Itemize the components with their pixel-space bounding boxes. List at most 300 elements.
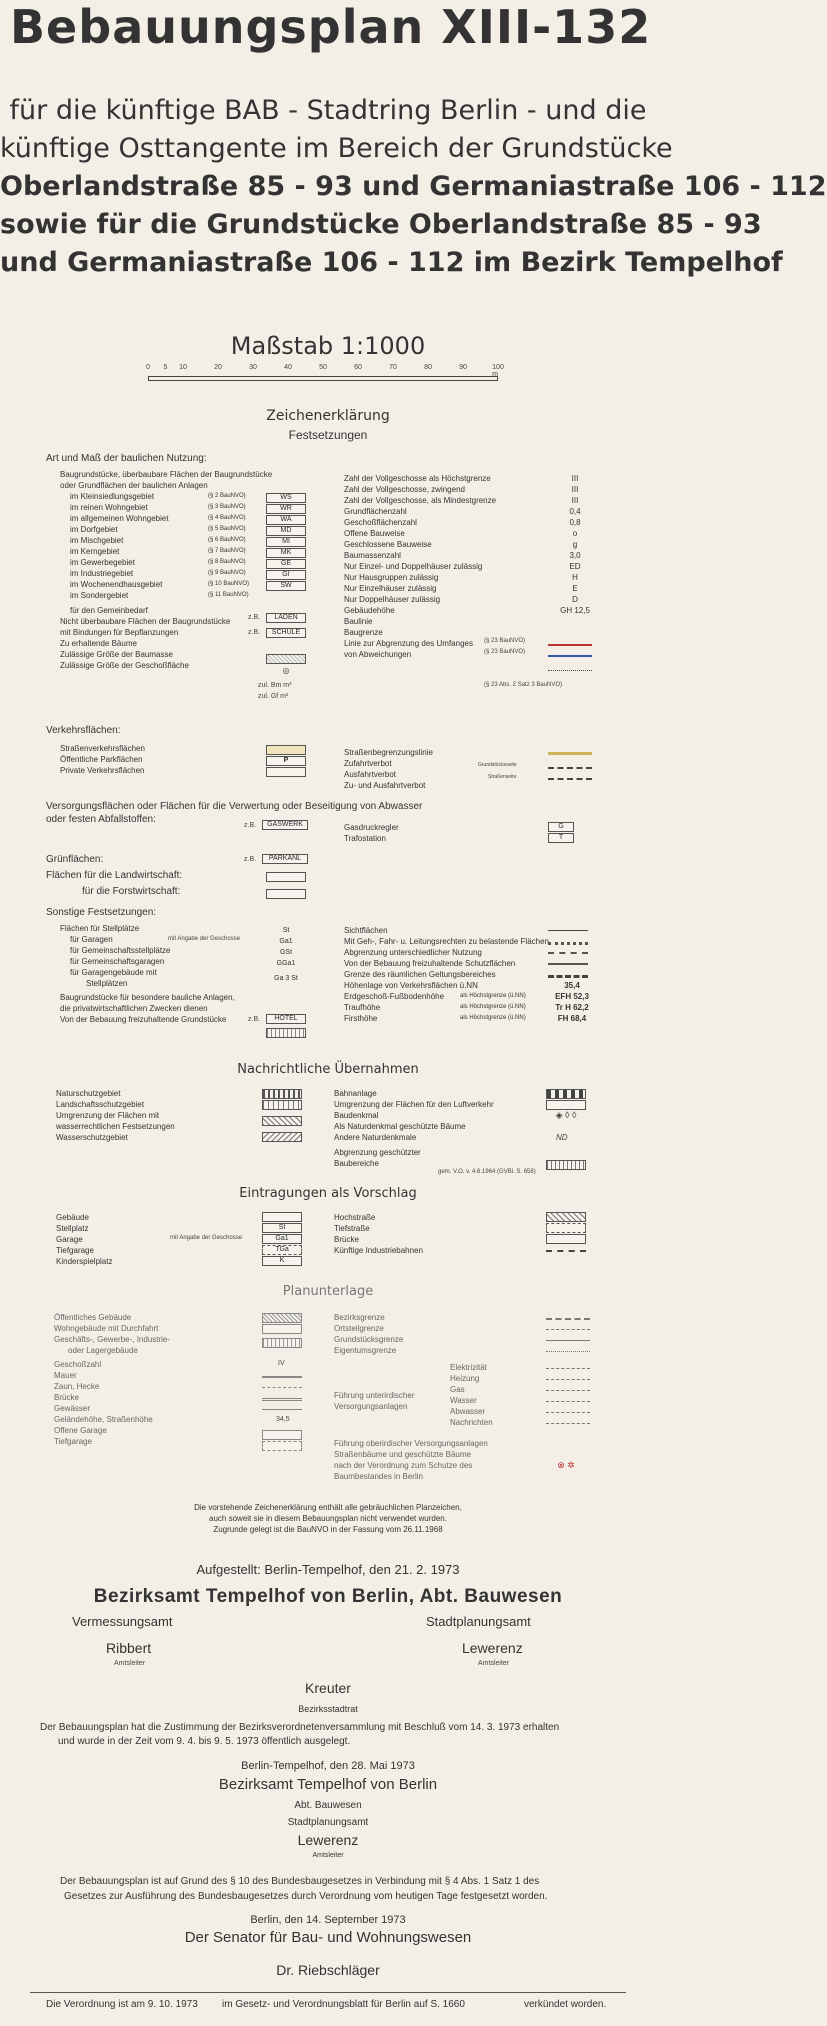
nutzung-row: für den Gemeinbedarf (70, 606, 148, 615)
plan-row: oder Lagergebäude (68, 1346, 138, 1355)
baugrenze-ref: (§ 23 BauNVO) (484, 649, 526, 655)
eintr-right-row: Tiefstraße (334, 1224, 370, 1233)
nachr-right-row: Baudenkmal (334, 1111, 379, 1120)
senator-heading: Der Senator für Bau- und Wohnungswesen (184, 1929, 472, 1946)
amtsleiter-label: Amtsleiter (114, 1660, 146, 1667)
stadtplanungsamt-label-2: Stadtplanungsamt (287, 1817, 369, 1828)
gebaeude-swatch (262, 1212, 302, 1222)
nutzung-row: Nicht überbaubare Flächen der Baugrundstücke (60, 617, 231, 626)
traufhoehe-value: Tr H 62,2 (555, 1003, 589, 1012)
verkehr-right-row: Zufahrtverbot (344, 759, 392, 768)
hoehenlage-value: 35,4 (564, 981, 580, 990)
strassenbaeume-label: Straßenbäume und geschützte Bäume (334, 1450, 471, 1459)
sonstige-row: Flächen für Stellplätze (60, 924, 140, 933)
berlin-date-line: Berlin-Tempelhof, den 28. Mai 1973 (241, 1760, 415, 1772)
leitung-label: Elektrizität (450, 1363, 487, 1372)
luftverkehr-swatch (546, 1100, 586, 1110)
footer-rule (30, 1992, 626, 1993)
vermessungsamt-label: Vermessungsamt (72, 1614, 173, 1629)
wasser-line (546, 1401, 590, 1402)
mass-row: Baumassenzahl (344, 551, 401, 560)
verkehr-row: Straßenverkehrsflächen (60, 744, 145, 753)
garage-code: Ga1 (279, 938, 293, 945)
hoechst-label: als Höchstgrenze (ü.NN) (460, 1004, 526, 1010)
code-box: MK (266, 548, 306, 558)
stellplatz-box: St (262, 1223, 302, 1233)
scale-tick-label: 0 (146, 364, 150, 371)
eintr-right-row: Hochstraße (334, 1213, 376, 1222)
code-box: GI (266, 570, 306, 580)
code-box: WR (266, 504, 306, 514)
sonstige-right-row: Von der Bebauung freizuhaltende Schutzflächen (344, 959, 516, 968)
wasserschutz-swatch (262, 1132, 302, 1142)
leitung-label: Gas (450, 1385, 465, 1394)
subtitle-line: sowie für die Grundstücke Oberlandstraße 85 - 93 (0, 209, 762, 240)
verkehr-right-row: Zu- und Ausfahrtverbot (344, 781, 426, 790)
festgesetzt-line-1: Der Bebauungsplan ist auf Grund des § 10 des Bundesbaugesetzes in Verbindung mit § 4 Abs. 1 Satz 1 des (60, 1876, 540, 1887)
nutzung-row: im Industriegebiet (70, 569, 134, 578)
gga-code: GGa1 (276, 960, 296, 967)
nachr-right (334, 1088, 544, 1169)
zul-gf: zul. Gf m² (258, 693, 289, 700)
begrenzungslinie-line (548, 752, 592, 755)
leitung-label: Heizung (450, 1374, 480, 1383)
geschoss-symbol: III (571, 474, 579, 483)
mass-row: Nur Hausgruppen zulässig (344, 573, 439, 582)
scale-tick-label: 5 (163, 364, 168, 371)
zul-bm: zul. Bm m³ (258, 682, 292, 689)
note-line: auch soweit sie in diesem Bebauungsplan nicht verwendet wurden. (209, 1514, 447, 1523)
firsthoehe-value: FH 68,4 (557, 1014, 587, 1023)
amtsleiter-label-2: Amtsleiter (312, 1852, 344, 1859)
oberirdisch-block (334, 1438, 488, 1482)
eintr-right (334, 1212, 514, 1256)
mass-block (344, 473, 554, 660)
abgrenzung-line (548, 670, 592, 671)
baunvo-ref: (§ 4 BauNVO) (208, 515, 246, 521)
baubereiche-swatch (546, 1160, 586, 1170)
ribbert-signature: Ribbert (106, 1640, 152, 1656)
auslegung-line: und wurde in der Zeit vom 9. 4. bis 9. 5. 1973 öffentlich ausgelegt. (58, 1736, 351, 1747)
verordnung-blatt: im Gesetz- und Verordnungsblatt für Berlin auf S. 1660 (222, 1999, 465, 2010)
sonstige-right-row: Traufhöhe (344, 1003, 381, 1012)
nachrichtliche-heading: Nachrichtliche Übernahmen (237, 1062, 419, 1077)
geschosszahl-value: IV (278, 1360, 285, 1367)
scale-tick-label: 90 (459, 364, 467, 371)
trafostation-icon: T (548, 833, 574, 843)
parkflaeche-swatch: P (266, 756, 306, 766)
hoehen-values (546, 980, 598, 1024)
gelaendehoehe-value: 34,5 (276, 1416, 290, 1423)
abwasser-line (546, 1412, 590, 1413)
bruecke-line (262, 1398, 302, 1401)
sonstige-right-row: Grenze des räumlichen Geltungsbereiches (344, 970, 496, 979)
gas-line (546, 1390, 590, 1391)
versorgungsanlagen-label: Versorgungsanlagen (334, 1402, 408, 1411)
nutzung-row: im Kerngebiet (70, 547, 120, 556)
plan-right (334, 1312, 484, 1356)
berlin-sept-line: Berlin, den 14. September 1973 (250, 1914, 406, 1926)
sonstige-row: Baugrundstücke für besondere bauliche Anlagen, (60, 993, 235, 1002)
zb-label: z.B. (248, 1016, 261, 1023)
trafostation-label: Trafostation (344, 834, 386, 843)
landwirtschaft-swatch (266, 872, 306, 882)
festgesetzt-line-2: Gesetzes zur Ausführung des Bundesbaugesetzes durch Verordnung vom heutigen Tage festgesetzt worden. (64, 1891, 548, 1902)
plan-row: Brücke (54, 1393, 79, 1402)
verkehr-right-row: Straßenbegrenzungslinie (344, 748, 433, 757)
baunvo-ref: (§ 10 BauNVO) (208, 581, 250, 587)
bepflanzung-pattern (266, 654, 306, 664)
verkehr-row: Öffentliche Parkflächen (60, 755, 143, 764)
gebaeudehoehe-symbol: GH 12,5 (560, 606, 590, 615)
nachr-right-row: Als Naturdenkmal geschützte Bäume (334, 1122, 466, 1131)
code-box: GE (266, 559, 306, 569)
freizuhalten-pattern (266, 1028, 306, 1038)
offene-bauweise-symbol: o (572, 529, 578, 538)
scale-tick-label: 10 (179, 364, 187, 371)
lewerenz-signature: Lewerenz (462, 1640, 523, 1656)
plan-row: Mauer (54, 1371, 77, 1380)
abweichung-ref: (§ 23 Abs. 2 Satz 3 BauNVO) (484, 682, 563, 688)
baunvo-ref: (§ 5 BauNVO) (208, 526, 246, 532)
scale-bar-line (148, 376, 498, 381)
mass-row: Gebäudehöhe (344, 606, 395, 615)
plan-row: Offene Garage (54, 1426, 107, 1435)
gruen-heading: Grünflächen: (46, 854, 104, 865)
tiefgarage-box: TGa (262, 1245, 302, 1255)
landschaftsschutz-swatch (262, 1100, 302, 1110)
nutzung-row: Zulässige Größe der Baumasse (60, 650, 173, 659)
eintr-right-row: Brücke (334, 1235, 359, 1244)
zufahrtverbot-line (548, 767, 592, 769)
plan-block (54, 1312, 234, 1447)
baudenkmal-icon: ◈ ◊ ◊ (555, 1110, 577, 1120)
legend-note (0, 1502, 656, 1535)
oeffentliches-gebaeude-swatch (262, 1313, 302, 1323)
plan-subtitle (0, 92, 827, 282)
parkanl-box: PARKANL (262, 854, 308, 864)
stellplatz-code: St (282, 927, 290, 934)
baunvo-ref: (§ 7 BauNVO) (208, 548, 246, 554)
sonstige-right (344, 925, 564, 1024)
zb-label: z.B. (248, 614, 261, 621)
scale-tick-label: 30 (249, 364, 257, 371)
sonstige-right-row: Höhenlage von Verkehrsflächen ü.NN (344, 981, 478, 990)
bezirksstadtrat-label: Bezirksstadtrat (298, 1704, 358, 1714)
sonstige-codes (268, 925, 304, 984)
mass-row: Geschoßflächenzahl (344, 518, 417, 527)
nachr-right-row: Bahnanlage (334, 1089, 377, 1098)
grz-symbol: 0,4 (569, 507, 581, 516)
verkehr-right-row: Ausfahrtverbot (344, 770, 397, 779)
nutzung-row: im Kleinsiedlungsgebiet (70, 492, 155, 501)
nachr-row: Wasserschutzgebiet (56, 1133, 128, 1142)
sonstige-right-row: Firsthöhe (344, 1014, 378, 1023)
festsetzungen-heading: Festsetzungen (288, 428, 368, 442)
tiefgarage-swatch (262, 1441, 302, 1451)
triangle-icon: ED (569, 562, 581, 571)
abgrenzung-nutzung-symbol (548, 952, 588, 954)
hoechst-label: als Höchstgrenze (ü.NN) (460, 993, 526, 999)
scale-tick-label: 100 m (492, 364, 504, 378)
hotel-box: HOTEL (266, 1014, 306, 1024)
nutzung-row: im reinen Wohngebiet (70, 503, 148, 512)
garage-box: Ga1 (262, 1234, 302, 1244)
nachr-right-row: Umgrenzung der Flächen für den Luftverkehr (334, 1100, 494, 1109)
plan-row: Wohngebäude mit Durchfahrt (54, 1324, 159, 1333)
wohngebaeude-swatch (262, 1324, 302, 1334)
mass-row: Zahl der Vollgeschosse, als Mindestgrenze (344, 496, 497, 505)
gfz-symbol: 0,8 (569, 518, 581, 527)
sonstige-right-row: Mit Geh-, Fahr- u. Leitungsrechten zu belastende Flächen (344, 937, 549, 946)
bezirksgrenze-line (546, 1318, 590, 1320)
nutzung-row: im Dorfgebiet (70, 525, 118, 534)
nutzung-row: im Mischgebiet (70, 536, 124, 545)
zb-label: z.B. (248, 629, 261, 636)
hoechst-labels (460, 991, 526, 1024)
fuehrung-label: Führung unterirdischer (334, 1391, 415, 1400)
leitungsrecht-symbol (548, 942, 588, 945)
note-line: Zugrunde gelegt ist die BauNVO in der Fassung vom 26.11.1968 (213, 1525, 443, 1534)
industriebahn-line (546, 1250, 586, 1252)
mass-symbols (555, 473, 595, 616)
baunvo-ref: (§ 2 BauNVO) (208, 493, 246, 499)
art-mass-heading: Art und Maß der baulichen Nutzung: (46, 453, 207, 464)
nachr-row: Naturschutzgebiet (56, 1089, 121, 1098)
lewerenz-signature-2: Lewerenz (297, 1832, 359, 1848)
forstwirtschaft-swatch (266, 889, 306, 899)
nachr-row: wasserrechtlichen Festsetzungen (56, 1122, 175, 1131)
code-box: WA (266, 515, 306, 525)
nachr-block (56, 1088, 246, 1143)
sonstige-row: für Garagengebäude mit (70, 968, 157, 977)
sichtflaechen-symbol (548, 930, 588, 931)
sonstige-row: Stellplätzen (86, 979, 128, 988)
zaun-line (262, 1387, 302, 1388)
hoechst-label: als Höchstgrenze (ü.NN) (460, 1015, 526, 1021)
plan-row: Gewässer (54, 1404, 91, 1413)
plan-row: Zaun, Hecke (54, 1382, 100, 1391)
bruecke-swatch (546, 1234, 586, 1244)
code-box: MI (266, 537, 306, 547)
amtsleiter-label: Amtsleiter (478, 1660, 510, 1667)
plan-right-row: Bezirksgrenze (334, 1313, 385, 1322)
naturschutz-swatch (262, 1089, 302, 1099)
eintr-row: Kinderspielplatz (56, 1257, 113, 1266)
baulinie-ref: (§ 23 BauNVO) (484, 638, 526, 644)
mass-row: Offene Bauweise (344, 529, 405, 538)
scale-tick-label: 20 (214, 364, 222, 371)
oberirdisch-label: Führung oberirdischer Versorgungsanlagen (334, 1439, 488, 1448)
verordnung-date: Die Verordnung ist am 9. 10. 1973 (46, 1999, 198, 2010)
scale-tick-label: 40 (284, 364, 292, 371)
eintr-row: Stellplatz (56, 1224, 89, 1233)
naturdenkmal-label: ND (556, 1133, 568, 1142)
ortsteilgrenze-line (546, 1329, 590, 1330)
versorgung-heading-2: oder festen Abfallstoffen: (46, 814, 156, 825)
baugrenze-line (548, 655, 592, 657)
abt-bauwesen-label: Abt. Bauwesen (294, 1800, 362, 1811)
geschlossene-bauweise-symbol: g (572, 540, 578, 549)
private-verkehr-swatch (266, 767, 306, 777)
plan-row: Tiefgarage (54, 1437, 92, 1446)
gewerbegebaeude-swatch (262, 1338, 302, 1348)
verkehr-block (46, 724, 286, 776)
page-title: Bebauungsplan XIII-132 (10, 0, 652, 54)
baunvo-ref: (§ 8 BauNVO) (208, 559, 246, 565)
scale-tick-label: 60 (354, 364, 362, 371)
strassenbaeume-label: Baumbestandes in Berlin (334, 1472, 423, 1481)
eintr-row: Tiefgarage (56, 1246, 94, 1255)
sonstige-row: für Garagen (70, 935, 113, 944)
zb-label: z.B. (244, 856, 257, 863)
stadtplanungsamt-label: Stadtplanungsamt (426, 1614, 531, 1629)
fuehrung-block (334, 1390, 414, 1412)
sonstige-row: für Gemeinschaftsgaragen (70, 957, 165, 966)
code-box: SCHULE (266, 628, 306, 638)
baum-icon: ⊗ ✲ (557, 1460, 575, 1470)
sonstige-row: die privatwirtschaftlichen Zwecken dienen (60, 1004, 208, 1013)
forstwirtschaft-heading: für die Forstwirtschaft: (82, 886, 181, 897)
zb-label: z.B. (244, 822, 257, 829)
sonstige-right-row: Abgrenzung unterschiedlicher Nutzung (344, 948, 482, 957)
geschoss-symbol: III (571, 496, 579, 505)
subtitle-line: für die künftige BAB - Stadtring Berlin - und die (9, 95, 647, 126)
scale-title: Maßstab 1:1000 (230, 332, 426, 360)
baunvo-ref: (§ 9 BauNVO) (208, 570, 246, 576)
eigentumsgrenze-line (546, 1351, 590, 1352)
nutzung-row: oder Grundflächen der baulichen Anlagen (60, 481, 208, 490)
plan-right-row: Ortsteilgrenze (334, 1324, 384, 1333)
schutzflaechen-symbol (548, 963, 588, 965)
planunterlage-heading: Planunterlage (282, 1284, 374, 1299)
mass-row: Nur Einzelhäuser zulässig (344, 584, 437, 593)
nachrichten-line (546, 1423, 590, 1424)
bmz-symbol: 3,0 (569, 551, 581, 560)
code-box: SW (266, 581, 306, 591)
nutzung-row: im Sondergebiet (70, 591, 129, 600)
geschoss-symbol: III (571, 485, 579, 494)
mass-row: Nur Einzel- und Doppelhäuser zulässig (344, 562, 483, 571)
bezirksamt-heading-2: Bezirksamt Tempelhof von Berlin (218, 1776, 438, 1793)
gewaesser-line (262, 1409, 302, 1410)
strassen-swatch (266, 745, 306, 755)
verkehr-right (344, 747, 504, 791)
sonstige-row: für Gemeinschaftsstellplätze (70, 946, 171, 955)
mass-row: Baugrenze (344, 628, 383, 637)
mass-row: von Abweichungen (344, 650, 412, 659)
leitung-label: Abwasser (450, 1407, 486, 1416)
nutzung-row: Zu erhaltende Bäume (60, 639, 137, 648)
eintr-row: Gebäude (56, 1213, 89, 1222)
eintr-right-row: Künftige Industriebahnen (334, 1246, 423, 1255)
tiefstrasse-swatch (546, 1223, 586, 1233)
nachr-row: Umgrenzung der Flächen mit (56, 1111, 160, 1120)
bezirksamt-heading: Bezirksamt Tempelhof von Berlin, Abt. Bauwesen (93, 1586, 563, 1607)
grundstuecksgrenze-line (546, 1340, 590, 1341)
wasserrecht-swatch (262, 1116, 302, 1126)
baunvo-refs (208, 491, 249, 601)
legend-title: Zeichenerklärung (266, 408, 390, 424)
gaswerk-box: GASWERK (262, 820, 308, 830)
mass-row: Geschlossene Bauweise (344, 540, 432, 549)
leitungen-block (450, 1362, 493, 1428)
versorgung-right (344, 822, 399, 844)
mass-row: Zahl der Vollgeschosse, zwingend (344, 485, 465, 494)
plan-row: Geschoßzahl (54, 1360, 102, 1369)
verordnung-ref: gem. V.O. v. 4.6.1964 (GVBl. S. 658) (438, 1169, 536, 1175)
verordnung-verkuendet: verkündet worden. (524, 1999, 607, 2010)
aufgestellt-line: Aufgestellt: Berlin-Tempelhof, den 21. 2. 1973 (196, 1562, 460, 1577)
scale-tick-label: 80 (424, 364, 432, 371)
strassenbaeume-label: nach der Verordnung zum Schutze des (334, 1461, 473, 1470)
verkehr-heading: Verkehrsflächen: (46, 725, 121, 736)
riebschlaeger-signature: Dr. Riebschläger (276, 1962, 380, 1978)
baulinie-line (548, 644, 592, 646)
nachr-row: Landschaftsschutzgebiet (56, 1100, 145, 1109)
mass-row: Zahl der Vollgeschosse als Höchstgrenze (344, 474, 491, 483)
leitung-label: Wasser (450, 1396, 477, 1405)
offene-garage-swatch (262, 1430, 302, 1440)
kinderspielplatz-box: K (262, 1256, 302, 1266)
kreuter-signature: Kreuter (305, 1680, 351, 1696)
nachr-right-row: Baubereiche (334, 1159, 379, 1168)
sonstige-right-row: Sichtflächen (344, 926, 388, 935)
nachr-right-row: Abgrenzung geschützter (334, 1148, 421, 1157)
mass-row: Grundflächenzahl (344, 507, 407, 516)
versorgung-heading: Versorgungsflächen oder Flächen für die Verwertung oder Beseitigung von Abwasser (46, 801, 423, 812)
subtitle-line: und Germaniastraße 106 - 112 im Bezirk Tempelhof (0, 247, 783, 278)
eintr-row: Garage (56, 1235, 83, 1244)
plan-row: Geländehöhe, Straßenhöhe (54, 1415, 153, 1424)
triangle-icon: H (572, 573, 578, 582)
baunvo-ref: (§ 11 BauNVO) (208, 592, 249, 598)
gst-code: GSt (279, 949, 293, 956)
tree-icon: ◎ (282, 666, 290, 675)
mass-row: Nur Doppelhäuser zulässig (344, 595, 441, 604)
plan-right-row: Grundstücksgrenze (334, 1335, 404, 1344)
plan-right-row: Eigentumsgrenze (334, 1346, 397, 1355)
scale-tick-label: 50 (319, 364, 327, 371)
nutzung-row: Baugrundstücke, überbaubare Flächen der Baugrundstücke (60, 470, 273, 479)
geschosse-label: mit Angabe der Geschosse (168, 936, 241, 942)
hochstrasse-swatch (546, 1212, 586, 1222)
elektrizitaet-line (546, 1368, 590, 1369)
geltungsbereich-symbol (548, 975, 588, 978)
scale-tick-label: 70 (389, 364, 397, 371)
landwirtschaft-heading: Flächen für die Landwirtschaft: (46, 870, 183, 881)
nutzung-row: im Wochenendhausgebiet (70, 580, 163, 589)
mauer-line (262, 1376, 302, 1378)
plan-row: Geschäfts-, Gewerbe-, Industrie- (54, 1335, 171, 1344)
nutzung-row: Zulässige Größe der Geschoßfläche (60, 661, 189, 670)
strassenseite-label: Straßenseite (488, 774, 517, 780)
gasdruckregler-icon: G (548, 822, 574, 832)
nachr-right-row: Andere Naturdenkmale (334, 1133, 417, 1142)
sonstige-heading: Sonstige Festsetzungen: (46, 907, 157, 918)
triangle-icon: D (572, 595, 578, 604)
baunvo-ref: (§ 3 BauNVO) (208, 504, 246, 510)
sonstige-row: Von der Bebauung freizuhaltende Grundstücke (60, 1015, 227, 1024)
nutzung-row: im Gewerbegebiet (70, 558, 135, 567)
plan-row: Öffentliches Gebäude (54, 1313, 132, 1322)
nutzung-row: mit Bindungen für Bepflanzungen (60, 628, 179, 637)
note-line: Die vorstehende Zeichenerklärung enthält alle gebräuchlichen Planzeichen, (194, 1503, 462, 1512)
zustimmung-line: Der Bebauungsplan hat die Zustimmung der Bezirksverordnetenversammlung mit Beschluß vom 14. 3. 1973 erhalten (40, 1722, 560, 1733)
eintragungen-heading: Eintragungen als Vorschlag (239, 1186, 417, 1201)
mass-row: Baulinie (344, 617, 373, 626)
sonstige-right-row: Erdgeschoß-Fußbodenhöhe (344, 992, 445, 1001)
